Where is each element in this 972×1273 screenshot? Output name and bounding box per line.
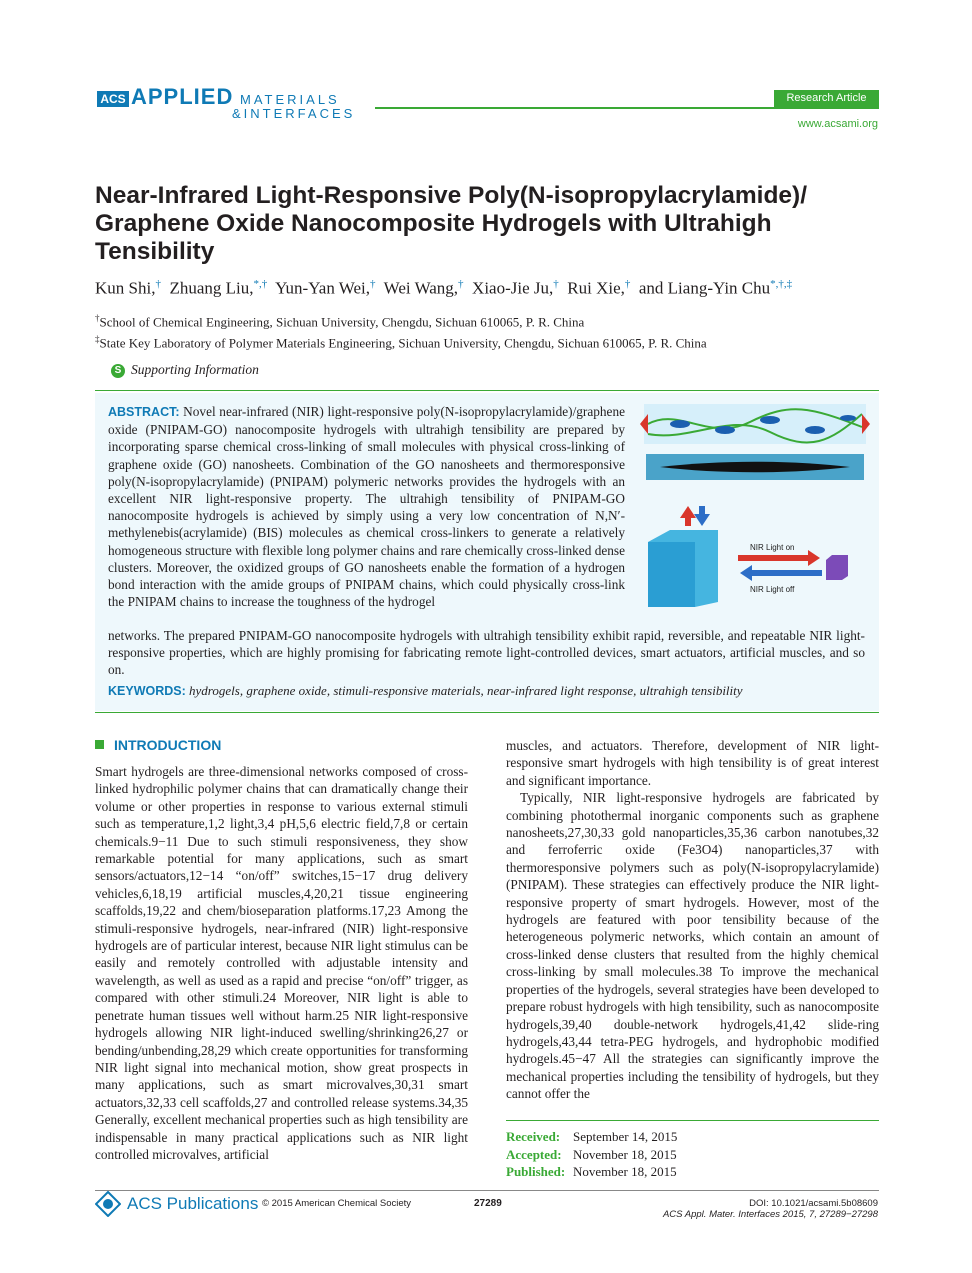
date-received: Received: September 14, 2015 xyxy=(506,1129,678,1144)
nir-off-label: NIR Light off xyxy=(750,585,795,594)
section-heading-introduction xyxy=(95,737,221,753)
doi-link[interactable]: DOI: 10.1021/acsami.5b08609 xyxy=(749,1198,878,1209)
journal-name-applied: APPLIED xyxy=(131,84,234,109)
intro-paragraph: Typically, NIR light-responsive hydrogels are fabricated by combining photothermal inorganic components such as graphene nanosheets,27,30,33 gold nanoparticles,35,36 carbon nanotubes,32 and ferroferric oxide (Fe3O4) nanoparticles,37 with thermoresponsive polymers such as poly(N-isopropylacrylamide) (PNIPAM). These strategies can effectively produce the NIR light-responsive property of smart hydrogels. However, most of the hydrogels are featured with poor tensibility because of the heterogeneous polymeric networks, which contain an amount of cross-linked dense clusters that resulted from the highly chemical cross-linking by small molecules.38 To improve the mechanical properties of the hydrogels, several strategies have been developed to prepare robust hydrogels with high tensibility, such as nanocomposite hydrogels,39,40 double-network hydrogels,41,42 slide-ring hydrogels,43,44 tetra-PEG hydrogels, and hydrophobic modified hydrogels.45−47 All the strategies can significantly improve the mechanical properties including the tensibility of hydrogels, but they cannot offer the xyxy=(506,790,879,1102)
author-name[interactable]: Rui Xie, xyxy=(567,278,625,298)
journal-name-interfaces: &INTERFACES xyxy=(232,106,356,121)
author-name[interactable]: and Liang-Yin Chu xyxy=(638,278,771,298)
affiliation-mark: † xyxy=(95,313,100,323)
date-published: Published: November 18, 2015 xyxy=(506,1164,677,1179)
copyright: © 2015 American Chemical Society xyxy=(262,1198,412,1209)
section-heading-text: INTRODUCTION xyxy=(114,737,222,753)
intro-paragraph: muscles, and actuators. Therefore, development of NIR light-responsive smart hydrogels with high tensibility is of great interest and significant importance. xyxy=(506,738,879,788)
author-name[interactable]: Wei Wang, xyxy=(383,278,459,298)
intro-right-column xyxy=(506,737,879,1103)
abstract-label: ABSTRACT: xyxy=(108,405,180,419)
nir-on-arrow-icon xyxy=(808,550,820,566)
keywords-list: hydrogels, graphene oxide, stimuli-responsive materials, near-infrared light response, ultrahigh tensibility xyxy=(189,683,743,698)
nir-on-label: NIR Light on xyxy=(750,543,795,552)
author-name[interactable]: Kun Shi, xyxy=(95,278,156,298)
affiliation-mark: ‡ xyxy=(95,334,100,344)
page-number: 27289 xyxy=(474,1198,502,1209)
swollen-hydrogel-front xyxy=(648,542,695,607)
nir-off-arrow-icon xyxy=(740,565,752,581)
nir-off-arrow-shaft xyxy=(752,570,822,576)
acs-logo-box: ACS xyxy=(97,91,129,107)
down-arrow-icon xyxy=(694,506,710,526)
go-nanosheet xyxy=(760,416,780,424)
article-type-badge: Research Article xyxy=(774,90,879,107)
abstract-top-rule xyxy=(95,390,879,391)
go-nanosheet xyxy=(840,415,856,421)
supporting-info-icon[interactable]: S xyxy=(111,364,125,378)
author-mark: † xyxy=(369,278,376,290)
footer-rule xyxy=(95,1190,879,1191)
author-mark: *,†,‡ xyxy=(770,278,793,290)
shrunken-hydrogel xyxy=(826,555,848,580)
author-mark: † xyxy=(155,278,161,290)
author-mark: † xyxy=(553,278,559,290)
abstract-text xyxy=(108,403,625,610)
publisher-name[interactable]: ACS Publications xyxy=(127,1194,259,1213)
go-nanosheet xyxy=(715,426,735,434)
publication-dates xyxy=(506,1128,879,1181)
author-mark: † xyxy=(624,278,631,290)
abstract-body: Novel near-infrared (NIR) light-responsive poly(N-isopropylacrylamide)/graphene oxide (PNIPAM-GO) nanocomposite hydrogels with ultrahigh tensibility are prepared by incorporating sparse chemical cross-linking of small molecules with physical cross-linking of graphene oxide (GO) nanosheets. Combination of the GO nanosheets and thermoresponsive poly(N-isopropylacrylamide) (PNIPAM) polymeric networks provides the hydrogels with an excellent NIR light-responsive property. The ultrahigh tensibility of PNIPAM-GO nanocomposite hydrogels is achieved by simply using a very low concentration of N,N′-methylenebis(acrylamide) (BIS) molecules as chemical cross-linkers to generate a relatively homogeneous structure with flexible long polymer chains and rare chemically cross-linked dense clusters. Moreover, the oxidized groups of GO nanosheets enable the formation of a hydrogen bond interaction with the amide groups of PNIPAM chains, which could physically cross-link the PNIPAM chains to increase the toughness of the hydrogel xyxy=(108,404,625,610)
intro-left-column: Smart hydrogels are three-dimensional networks composed of cross-linked hydrophilic polymer chains that can dramatically change their volume or other properties in response to various external stimuli such as temperature,1,2 light,3,4 pH,5,6 electric field,7,8 or certain chemicals.9−11 Due to such stimuli responsiveness, they show remarkable potential for many applications, such as smart sensors/actuators,12−14 “on/off” switches,15−17 drug delivery vehicles,6,18,19 artificial muscles,4,20,21 tissue engineering scaffolds,19,22 and chem/bioseparation platforms.17,23 Among the stimuli-responsive hydrogels, near-infrared (NIR) light-responsive hydrogels are of particular interest, because NIR light stimulus can be easily and remotely controlled with adjustable intensity and wavelength, as well as used as a rapid and precise “on/off” trigger, as compared with other stimuli.24 Moreover, NIR light is able to penetrate human tissues well without harm.25 NIR light-responsive hydrogels allowing NIR light-induced swelling/shrinking26,27 or bending/unbending,28,29 which create opportunities for transforming NIR light signal into mechanical motion, show great prospects in many applications, such as smart microvalves,30,31 smart actuators,32,33 cell scaffolds,27 and controlled release systems.34,35 Generally, excellent mechanical properties such as high tensibility are indispensable in many practical applications such as NIR light controlled microvalves, artificial xyxy=(95,764,468,1162)
author-name[interactable]: Xiao-Jie Ju, xyxy=(472,278,554,298)
affiliation-text: State Key Laboratory of Polymer Materials Engineering, Sichuan University, Chengdu, Sichuan 610065, P. R. China xyxy=(99,335,707,351)
affiliation-1 xyxy=(95,313,584,330)
go-nanosheet xyxy=(805,426,825,434)
journal-url-link[interactable]: www.acsami.org xyxy=(797,118,878,130)
supporting-info-link[interactable]: Supporting Information xyxy=(131,362,259,377)
author-name[interactable]: Yun-Yan Wei, xyxy=(275,278,370,298)
dates-rule xyxy=(506,1120,879,1121)
section-square-icon xyxy=(95,740,104,749)
up-arrow-icon xyxy=(680,506,696,526)
keywords-label: KEYWORDS: xyxy=(108,684,186,698)
affiliation-2 xyxy=(95,334,707,351)
journal-citation: ACS Appl. Mater. Interfaces 2015, 7, 27289−27298 xyxy=(662,1209,878,1220)
journal-name-materials: MATERIALS xyxy=(240,92,340,107)
author-list xyxy=(95,278,895,299)
go-nanosheet xyxy=(670,420,690,428)
author-name[interactable]: Zhuang Liu, xyxy=(169,278,254,298)
author-mark: *,† xyxy=(253,278,268,290)
abstract-bottom-rule xyxy=(95,712,879,713)
date-accepted: Accepted: November 18, 2015 xyxy=(506,1146,677,1162)
keywords xyxy=(108,683,868,699)
toc-graphic xyxy=(640,402,870,607)
affiliation-text: School of Chemical Engineering, Sichuan University, Chengdu, Sichuan 610065, P. R. China xyxy=(99,314,585,330)
abstract-continued: networks. The prepared PNIPAM-GO nanocomposite hydrogels with ultrahigh tensibility exhibit rapid, reversible, and repeatable NIR light-responsive properties, which are highly promising for fabricating remote light-controlled devices, smart actuators, artificial muscles, and so on. xyxy=(108,628,865,678)
nir-on-arrow-shaft xyxy=(738,555,808,561)
header-rule xyxy=(375,107,879,109)
acs-emblem-icon xyxy=(95,1191,121,1217)
author-mark: † xyxy=(458,278,464,290)
article-title: Near-Infrared Light-Responsive Poly(N-isopropylacrylamide)/ Graphene Oxide Nanocomposite Hydrogels with Ultrahigh Tensibility xyxy=(95,182,808,265)
